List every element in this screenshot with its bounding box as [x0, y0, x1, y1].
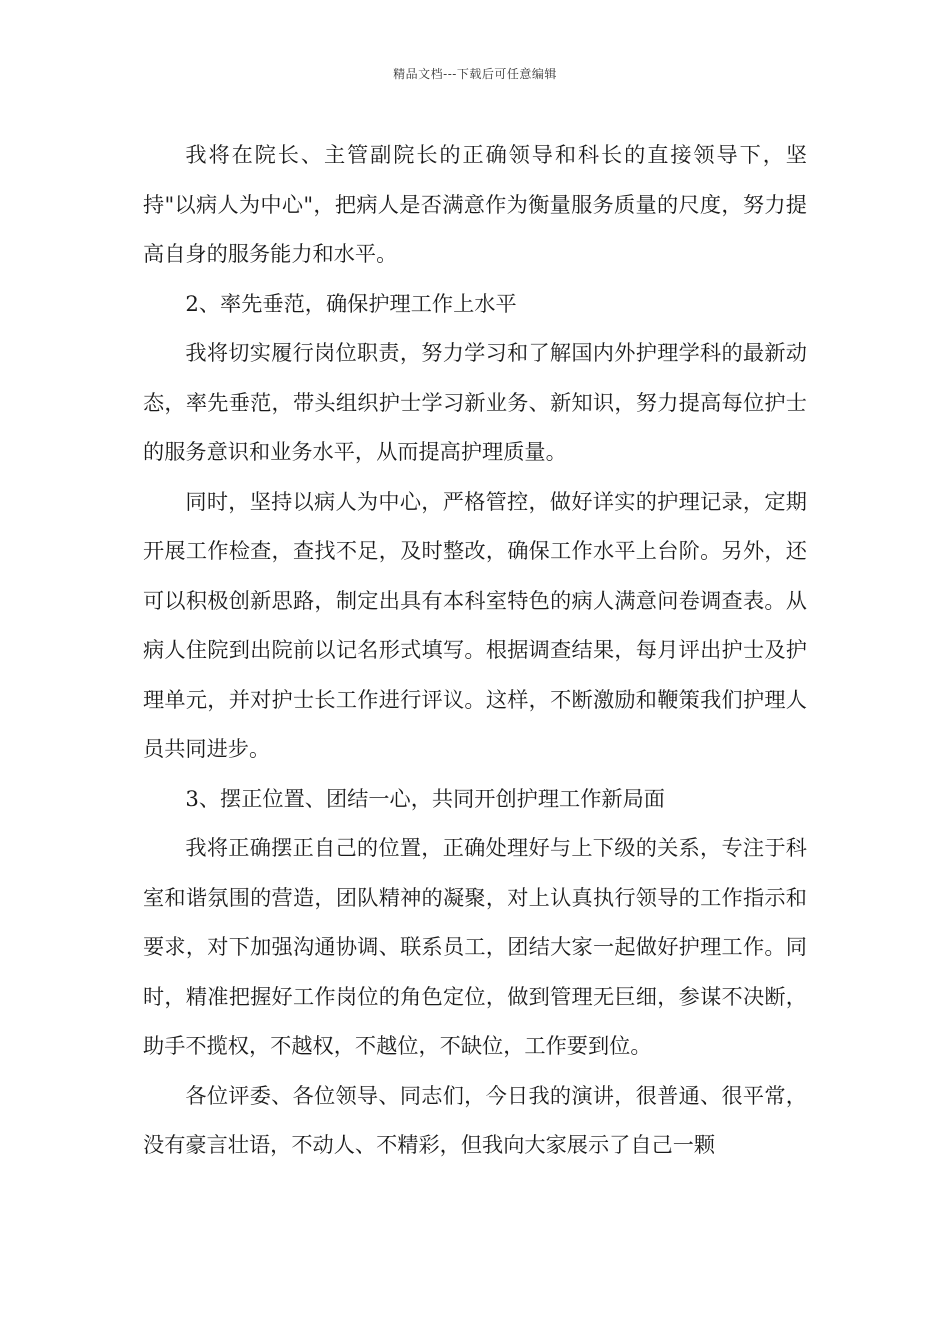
- paragraph-duties: 我将切实履行岗位职责，努力学习和了解国内外护理学科的最新动态，率先垂范，带头组织护士学习新业务、新知识，努力提高每位护士的服务意识和业务水平，从而提高护理质量。: [143, 340, 807, 464]
- page-header: 精品文档---下载后可任意编辑: [393, 67, 557, 81]
- section-heading-2: 2、率先垂范，确保护理工作上水平: [185, 290, 517, 316]
- paragraph-teamwork: 我将正确摆正自己的位置，正确处理好与上下级的关系，专注于科室和谐氛围的营造，团队精神的凝聚，对上认真执行领导的工作指示和要求，对下加强沟通协调、联系员工，团结大家一起做好护理工作。同时，精准把握好工作岗位的角色定位，做到管理无巨细，参谋不决断，助手不揽权，不越权，不越位，不缺位，工作要到位。: [143, 835, 807, 1058]
- paragraph-patient-centered: 同时，坚持以病人为中心，严格管控，做好详实的护理记录，定期开展工作检查，查找不足，及时整改，确保工作水平上台阶。另外，还可以积极创新思路，制定出具有本科室特色的病人满意问卷调查表。从病人住院到出院前以记名形式填写。根据调查结果，每月评出护士及护理单元，并对护士长工作进行评议。这样，不断激励和鞭策我们护理人员共同进步。: [143, 488, 807, 761]
- document-body: [143, 130, 807, 1170]
- paragraph-closing: 各位评委、各位领导、同志们，今日我的演讲，很普通、很平常，没有豪言壮语，不动人、不精彩，但我向大家展示了自己一颗: [143, 1082, 807, 1157]
- section-heading-3: 3、摆正位置、团结一心，共同开创护理工作新局面: [185, 785, 665, 811]
- paragraph-leadership: 我将在院长、主管副院长的正确领导和科长的直接领导下，坚持"以病人为中心"，把病人是否满意作为衡量服务质量的尺度，努力提高自身的服务能力和水平。: [143, 142, 807, 266]
